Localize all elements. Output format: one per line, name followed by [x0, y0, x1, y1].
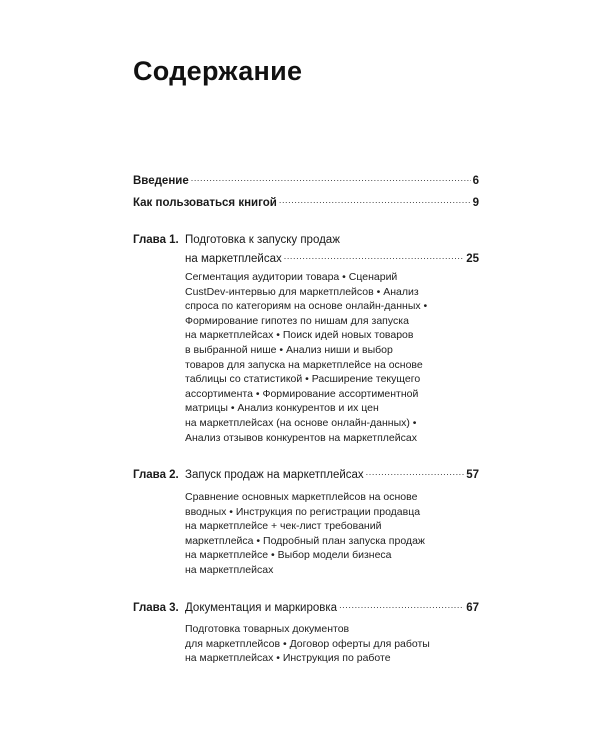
toc-chapter-1[interactable]	[133, 233, 479, 267]
dot-leader	[191, 174, 471, 184]
chapter-label: Глава 3.	[133, 602, 179, 614]
chapter-label: Глава 1.	[133, 234, 179, 246]
chapter-title-line-1: Подготовка к запуску продаж	[185, 234, 340, 246]
toc-chapter-2[interactable]	[133, 468, 479, 483]
chapter-2-description: Сравнение основных маркетплейсов на основе вводных • Инструкция по регистрации продавца на маркетплейсе + чек-лист требований маркетплейса • Подробный план запуска продаж на маркетплейсе • Выбор модели бизнеса на маркетплейсах	[185, 491, 425, 576]
page-title: Содержание	[133, 56, 303, 86]
toc-entry-label: Введение	[133, 175, 189, 187]
toc-entry-how-to-use[interactable]	[133, 196, 479, 211]
dot-leader	[339, 601, 464, 611]
chapter-title-line-1: Запуск продаж на маркетплейсах	[185, 469, 364, 481]
dot-leader	[366, 468, 465, 478]
toc-entry-introduction[interactable]	[133, 174, 479, 189]
chapter-3-description: Подготовка товарных документов для маркетплейсов • Договор оферты для работы на маркетплейсах • Инструкция по работе	[185, 623, 430, 665]
dot-leader	[279, 196, 471, 206]
toc-entry-label: Как пользоваться книгой	[133, 197, 277, 209]
chapter-1-description: Сегментация аудитории товара • Сценарий CustDev-интервью для маркетплейсов • Анализ спроса по категориям на основе онлайн-данных • Формирование гипотез по нишам для запуска на маркетплейсах • Поиск идей новых товаров в выбранной нише • Анализ ниши и выбор товаров для запуска на маркетплейсе на основе таблицы со статистикой • Расширение текущего ассортимента • Формирование ассортиментной матрицы • Анализ конкурентов и их цен на маркетплейсах (на основе онлайн-данных) • Анализ отзывов конкурентов на маркетплейсах	[185, 271, 428, 444]
toc-page-number: 6	[472, 175, 479, 187]
chapter-title-line-2: на маркетплейсах	[185, 253, 282, 265]
chapter-title-line-1: Документация и маркировка	[185, 602, 338, 614]
chapter-label: Глава 2.	[133, 469, 179, 481]
toc-page-number: 9	[472, 197, 479, 209]
toc-chapter-3[interactable]	[133, 601, 479, 616]
toc-page-number: 67	[466, 602, 479, 614]
toc-page-number: 57	[466, 469, 479, 481]
dot-leader	[284, 252, 464, 262]
toc-page-number: 25	[466, 253, 479, 265]
